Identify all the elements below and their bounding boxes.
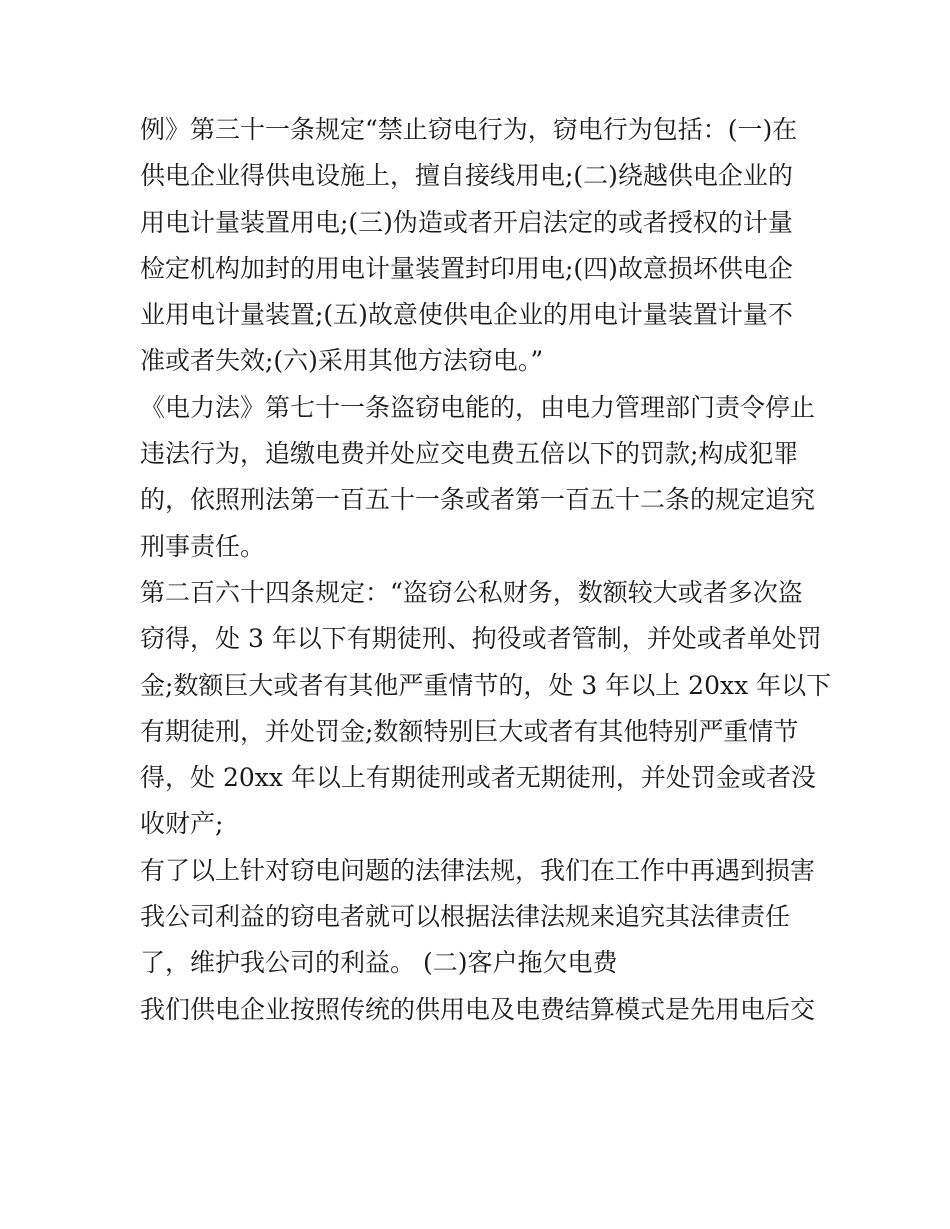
text-line: 第二百六十四条规定：“盗窃公私财务，数额较大或者多次盗 — [140, 577, 803, 607]
text-line: 违法行为，追缴电费并处应交电费五倍以下的罚款;构成犯罪 — [140, 439, 799, 469]
text-line: 了，维护我公司的利益。 (二)客户拖欠电费 — [140, 948, 618, 978]
document-body — [140, 107, 832, 1033]
text-line: 窃得，处 3 年以下有期徒刑、拘役或者管制，并处或者单处罚 — [140, 624, 822, 654]
text-line: 我们供电企业按照传统的供用电及电费结算模式是先用电后交 — [140, 994, 816, 1024]
text-line: 有了以上针对窃电问题的法律法规，我们在工作中再遇到损害 — [140, 855, 816, 885]
text-line: 用电计量装置用电;(三)伪造或者开启法定的或者授权的计量 — [140, 207, 793, 237]
text-line: 金;数额巨大或者有其他严重情节的，处 3 年以上 20xx 年以下 — [140, 670, 832, 700]
text-line: 有期徒刑，并处罚金;数额特别巨大或者有其他特别严重情节 — [140, 716, 799, 746]
text-line: 刑事责任。 — [140, 531, 266, 561]
text-line: 得，处 20xx 年以上有期徒刑或者无期徒刑，并处罚金或者没 — [140, 763, 816, 793]
text-line: 例》第三十一条规定“禁止窃电行为，窃电行为包括：(一)在 — [140, 115, 798, 144]
text-line: 供电企业得供电设施上，擅自接线用电;(二)绕越供电企业的 — [140, 161, 793, 191]
text-line: 检定机构加封的用电计量装置封印用电;(四)故意损坏供电企 — [140, 253, 793, 283]
text-line: 《电力法》第七十一条盗窃电能的，由电力管理部门责令停止 — [140, 392, 816, 422]
text-line: 准或者失效;(六)采用其他方法窃电。” — [140, 346, 544, 376]
text-line: 业用电计量装置;(五)故意使供电企业的用电计量装置计量不 — [140, 300, 793, 330]
text-line: 收财产; — [140, 809, 224, 839]
text-line: 我公司利益的窃电者就可以根据法律法规来追究其法律责任 — [140, 902, 791, 932]
text-line: 的，依照刑法第一百五十一条或者第一百五十二条的规定追究 — [140, 485, 816, 515]
